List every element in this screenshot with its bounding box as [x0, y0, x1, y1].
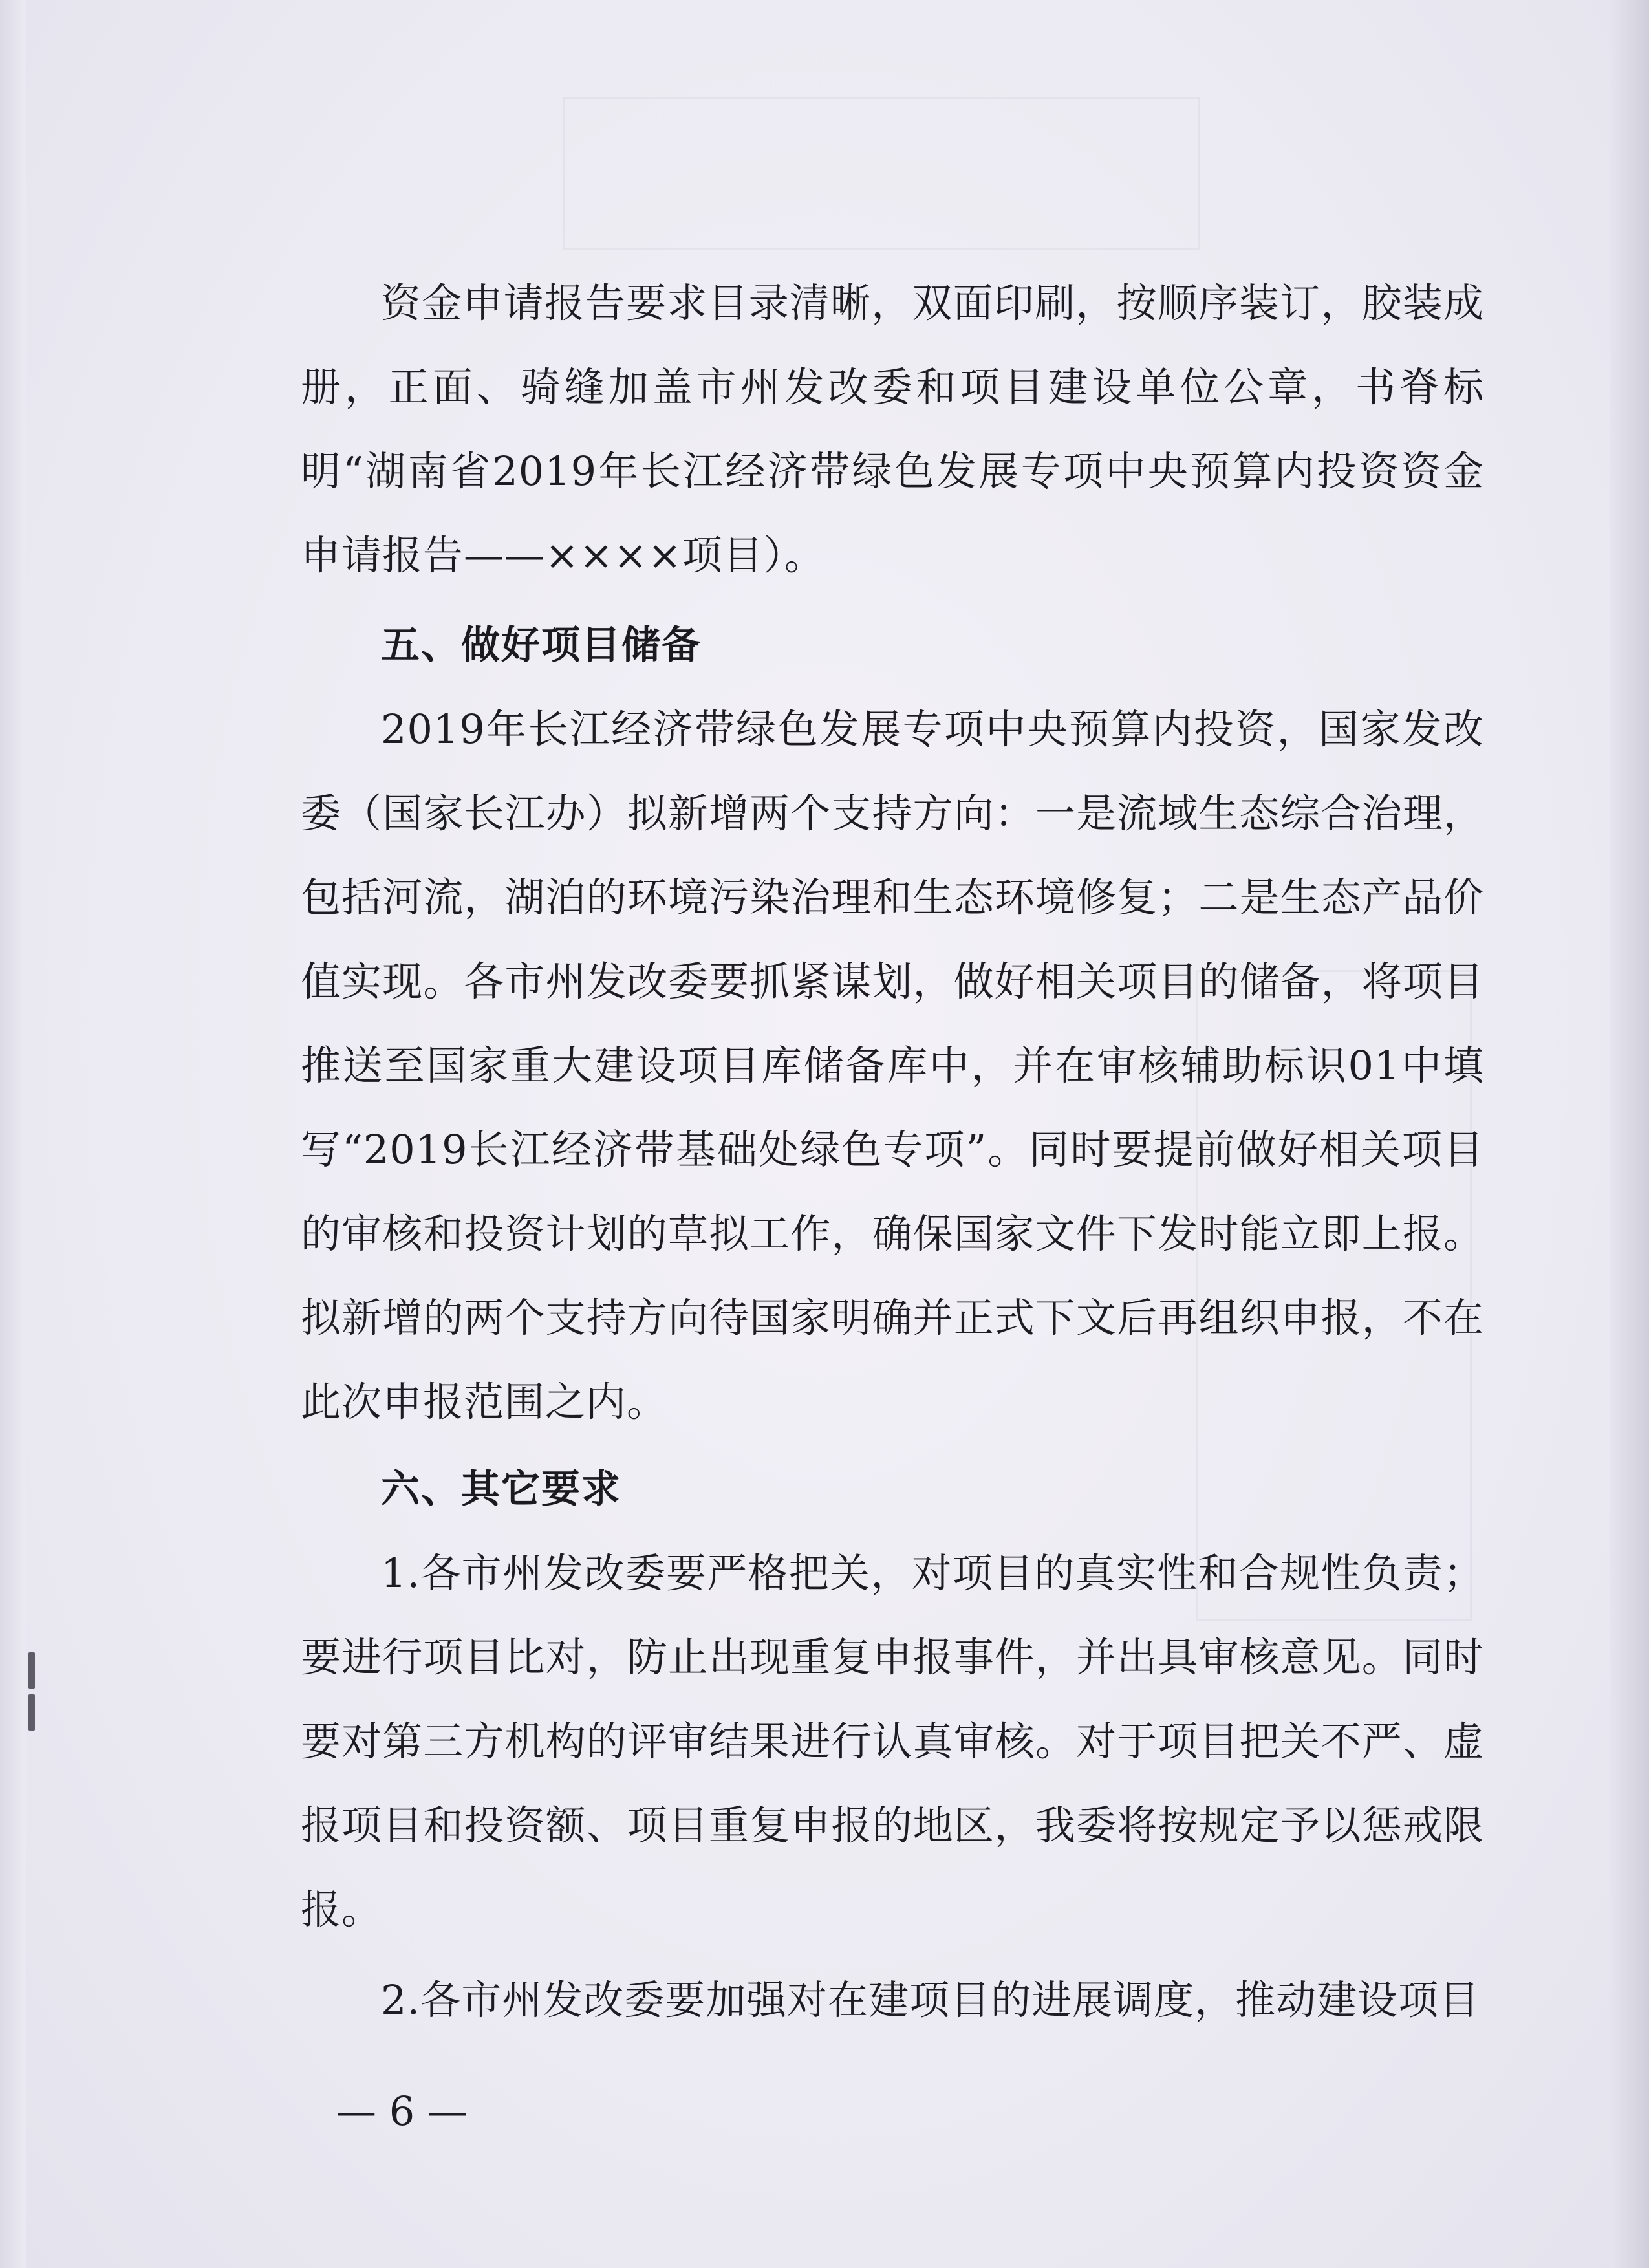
heading-project-reserve: 五、做好项目储备	[381, 623, 702, 668]
binding-mark-upper	[28, 1652, 35, 1689]
show-through-table	[563, 97, 1200, 250]
heading-other-requirements: 六、其它要求	[381, 1467, 621, 1512]
paragraph-binding-requirements: 资金申请报告要求目录清晰，双面印刷，按顺序装订，胶装成册，正面、骑缝加盖市州发改委和项目建设单位公章，书脊标明“湖南省2019年长江经济带绿色发展专项中央预算内投资资金申请报告——××××项目）。	[301, 279, 1484, 579]
paragraph-project-reserve: 2019年长江经济带绿色发展专项中央预算内投资，国家发改委（国家长江办）拟新增两个支持方向：一是流域生态综合治理，包括河流，湖泊的环境污染治理和生态环境修复；二是生态产品价值实现。各市州发改委要抓紧谋划，做好相关项目的储备，将项目推送至国家重大建设项目库储备库中，并在审核辅助标识01中填写“2019长江经济带基础处绿色专项”。同时要提前做好相关项目的审核和投资计划的草拟工作，确保国家文件下发时能立即上报。拟新增的两个支持方向待国家明确并正式下文后再组织申报，不在此次申报范围之内。	[301, 706, 1484, 1425]
page-number: — 6 —	[336, 2088, 468, 2135]
binding-mark-lower	[28, 1694, 35, 1731]
paragraph-requirement-1: 1.各市州发改委要严格把关，对项目的真实性和合规性负责；要进行项目比对，防止出现重复申报事件，并出具审核意见。同时要对第三方机构的评审结果进行认真审核。对于项目把关不严、虚报项目和投资额、项目重复申报的地区，我委将按规定予以惩戒限报。	[301, 1550, 1484, 1933]
paragraph-requirement-2: 2.各市州发改委要加强对在建项目的进展调度，推动建设项目	[381, 1976, 1480, 2024]
left-scan-shadow	[0, 0, 26, 2268]
right-scan-shadow	[1610, 0, 1649, 2268]
